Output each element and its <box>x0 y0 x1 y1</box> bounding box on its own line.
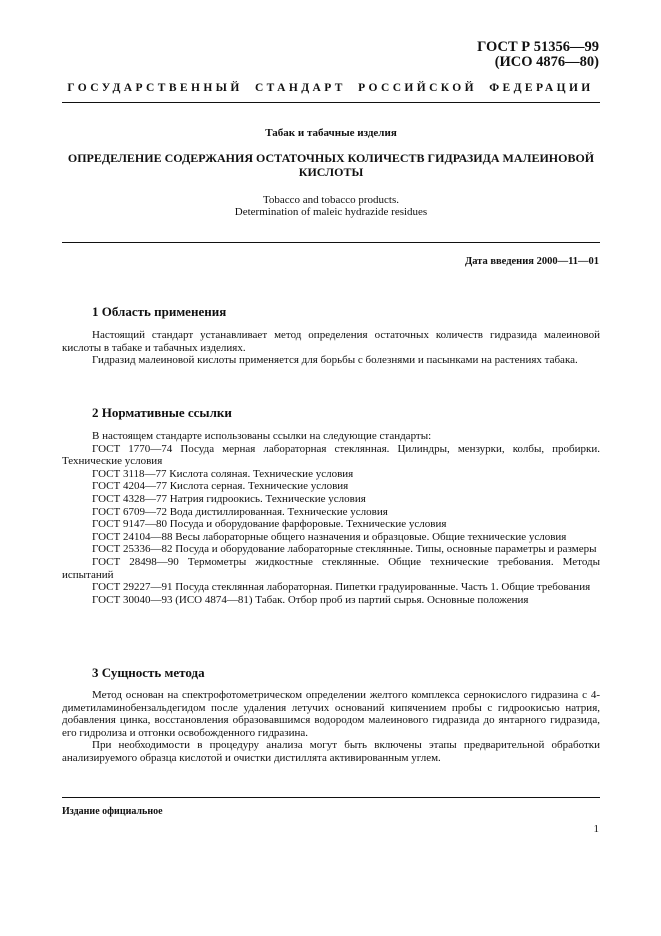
introduction-date: Дата введения 2000—11—01 <box>464 256 599 267</box>
official-edition-label: Издание официальное <box>62 806 163 817</box>
title-divider <box>62 242 600 243</box>
references-intro: В настоящем стандарте использованы ссылки на следующие стандарты: <box>92 430 432 442</box>
section1-paragraph: Настоящий стандарт устанавливает метод определения остаточных количеств гидразида малеиновой кислоты в табаке и табачных изделиях. <box>62 329 600 354</box>
reference-item: ГОСТ 30040—93 (ИСО 4874—81) Табак. Отбор проб из партий сырья. Основные положения <box>92 593 529 606</box>
main-title <box>62 151 600 179</box>
reference-item: ГОСТ 25336—82 Посуда и оборудование лабораторные стеклянные. Типы, основные параметры и размеры <box>92 543 597 556</box>
section1-paragraph: Гидразид малеиновой кислоты применяется для борьбы с болезнями и пасынками на растениях табака. <box>92 354 578 367</box>
state-standard-title: ГОСУДАРСТВЕННЫЙ СТАНДАРТ РОССИЙСКОЙ ФЕДЕРАЦИИ <box>67 82 594 94</box>
reference-item: ГОСТ 4204—77 Кислота серная. Технические условия <box>92 480 349 493</box>
section3-paragraph: При необходимости в процедуру анализа могут быть включены этапы предварительной обработки анализируемого образца кислотой и очистки дистиллята активированным углем. <box>62 739 600 764</box>
english-title-line1: Tobacco and tobacco products. <box>262 194 400 206</box>
page-number: 1 <box>593 823 599 835</box>
reference-item: ГОСТ 28498—90 Термометры жидкостные стеклянные. Общие технические требования. Методы испытаний <box>62 555 600 581</box>
reference-item: ГОСТ 1770—74 Посуда мерная лабораторная стеклянная. Цилиндры, мензурки, колбы, пробирки. Технические условия <box>62 442 600 468</box>
section3-heading: 3 Сущность метода <box>92 665 205 680</box>
subject-title: Табак и табачные изделия <box>265 127 397 139</box>
footer-divider <box>62 797 600 798</box>
section3-body <box>62 689 600 765</box>
section2-heading: 2 Нормативные ссылки <box>92 405 232 420</box>
main-title-line1: ОПРЕДЕЛЕНИЕ СОДЕРЖАНИЯ ОСТАТОЧНЫХ КОЛИЧЕСТВ ГИДРАЗИДА МАЛЕИНОВОЙ <box>67 151 595 165</box>
reference-item: ГОСТ 9147—80 Посуда и оборудование фарфоровые. Технические условия <box>92 518 447 531</box>
reference-item: ГОСТ 29227—91 Посуда стеклянная лабораторная. Пипетки градуированные. Часть 1. Общие требования <box>92 581 591 594</box>
standard-code-gost: ГОСТ Р 51356—99 <box>477 39 599 55</box>
reference-item: ГОСТ 4328—77 Натрия гидроокись. Технические условия <box>92 492 366 505</box>
section3-paragraph: Метод основан на спектрофотометрическом определении желтого комплекса сернокислого гидразина с 4-диметиламинобензальдегидом после удаления летучих оснований кипячением пробы с гидроокисью натрия, добавления цинка, восстановления образовавшимся водородом малеинового гидразида до янтарного гидразида, его гидролиза и отгонки освобожденного гидразина. <box>62 689 600 739</box>
reference-item: ГОСТ 6709—72 Вода дистиллированная. Технические условия <box>92 505 388 518</box>
reference-item: ГОСТ 3118—77 Кислота соляная. Технические условия <box>92 467 354 480</box>
references-list <box>62 430 600 606</box>
reference-item: ГОСТ 24104—88 Весы лабораторные общего назначения и образцовые. Общие технические условия <box>92 530 567 543</box>
section1-body <box>62 329 600 367</box>
header-divider <box>62 102 600 103</box>
main-title-line2: КИСЛОТЫ <box>298 165 364 179</box>
english-title-line2: Determination of maleic hydrazide residues <box>234 206 428 218</box>
english-title <box>62 194 600 218</box>
section1-heading: 1 Область применения <box>92 304 227 319</box>
standard-code <box>477 40 599 70</box>
standard-code-iso: (ИСО 4876—80) <box>494 54 599 70</box>
